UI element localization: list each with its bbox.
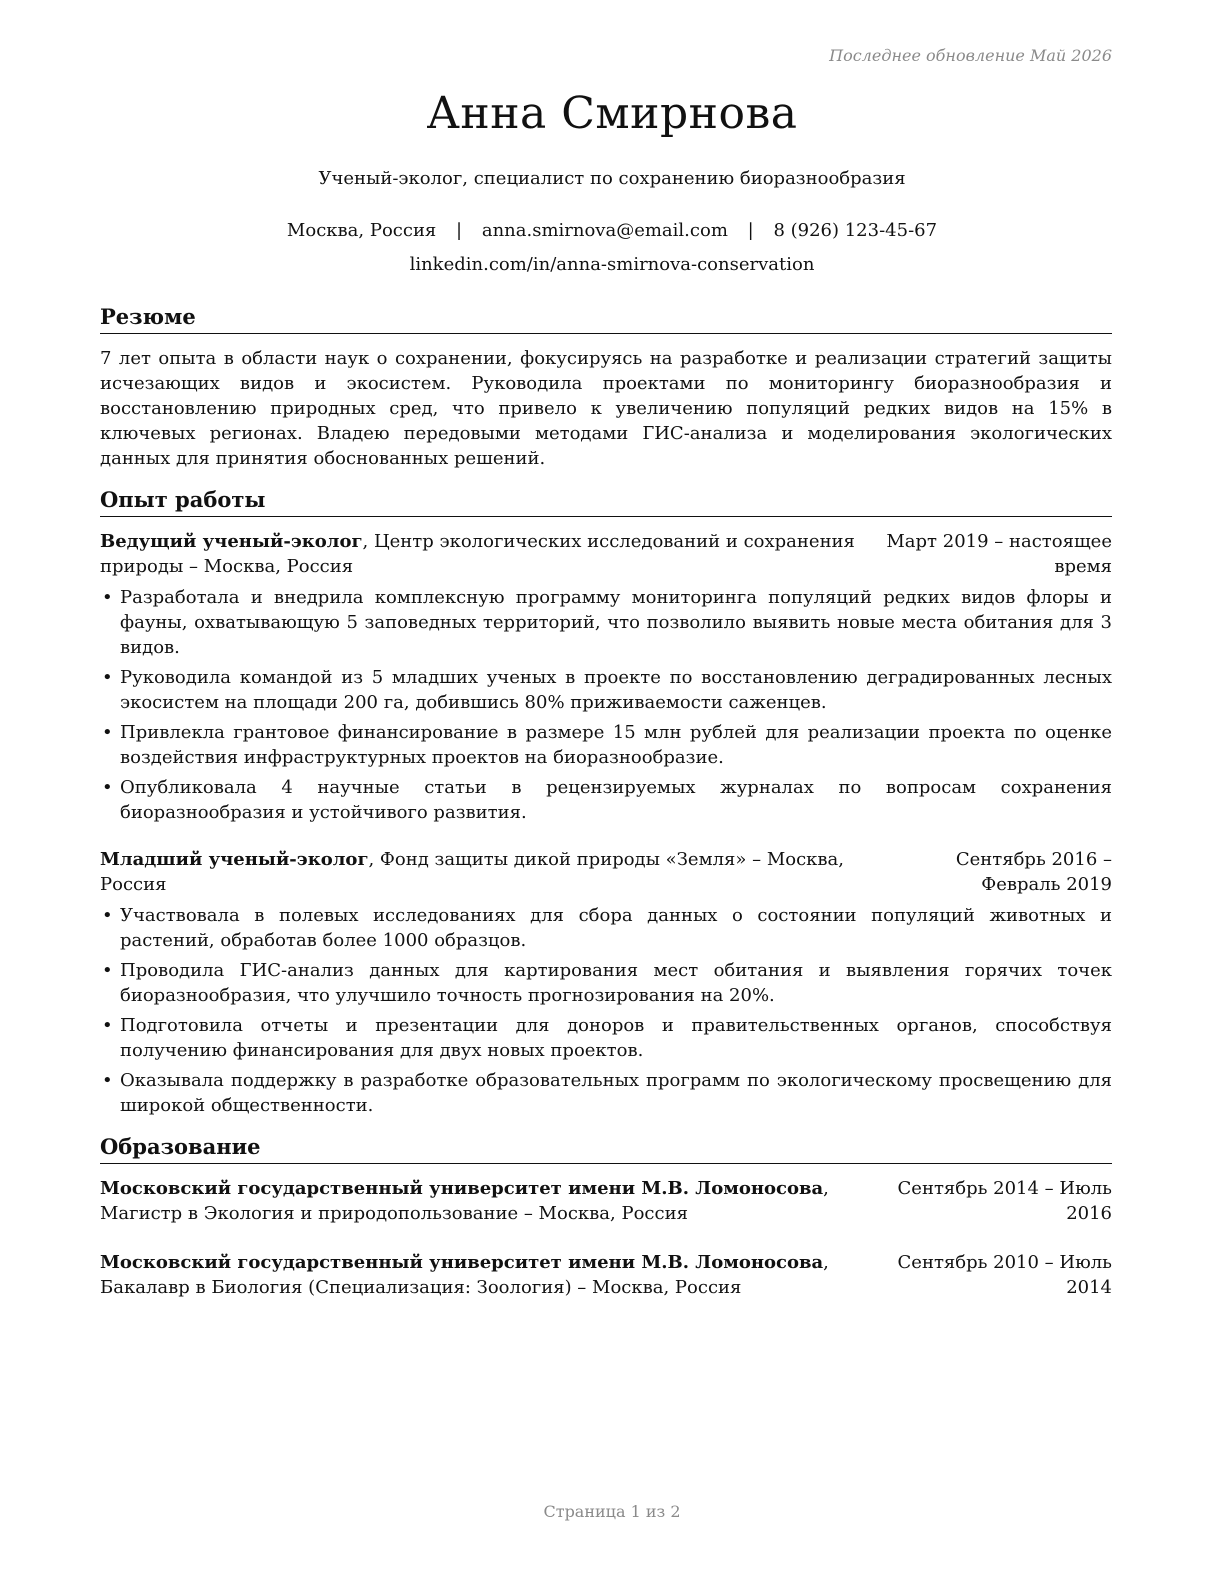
list-item: • Разработала и внедрила комплексную программу мониторинга популяций редких видов флоры и фауны, охватывающую 5 заповедных территорий, что позволило выявить новые места обитания для 3 видов. xyxy=(100,585,1112,660)
separator: | xyxy=(747,220,754,241)
list-item: • Проводила ГИС-анализ данных для картирования мест обитания и выявления горячих точек биоразнообразия, что улучшило точность прогнозирования на 20%. xyxy=(100,958,1112,1008)
school-name: Московский государственный университет имени М.В. Ломоносова xyxy=(100,1178,824,1199)
contact-line xyxy=(0,220,1224,241)
job-bullets xyxy=(100,903,1112,1118)
education-header xyxy=(100,1250,1112,1300)
job-dates: Март 2019 – настоящее время xyxy=(886,531,1112,577)
education-entry xyxy=(100,1176,1112,1226)
education-dates: Сентябрь 2010 – Июль 2014 xyxy=(897,1252,1112,1298)
list-item: • Подготовила отчеты и презентации для доноров и правительственных органов, способствуя получению финансирования для двух новых проектов. xyxy=(100,1013,1112,1063)
job-role: Младший ученый-эколог xyxy=(100,849,369,870)
education-header xyxy=(100,1176,1112,1226)
resume-body xyxy=(100,302,1112,1324)
person-name: Анна Смирнова xyxy=(426,88,798,139)
professional-title: Ученый-эколог, специалист по сохранению биоразнообразия xyxy=(318,168,906,189)
job-dates: Сентябрь 2016 – Февраль 2019 xyxy=(955,849,1112,895)
degree: , Бакалавр в Биология (Специализация: Зоология) – Москва, Россия xyxy=(100,1252,829,1298)
section-title-summary: Резюме xyxy=(100,302,1112,334)
location: Москва, Россия xyxy=(286,220,437,241)
list-item: • Привлекла грантовое финансирование в размере 15 млн рублей для реализации проекта по оценке воздействия инфраструктурных проектов на биоразнообразие. xyxy=(100,720,1112,770)
education-dates: Сентябрь 2014 – Июль 2016 xyxy=(897,1178,1112,1224)
summary-text: 7 лет опыта в области наук о сохранении, фокусируясь на разработке и реализации стратегий защиты исчезающих видов и экосистем. Руководила проектами по мониторингу биоразнообразия и восстановлению природных сред, что привело к увеличению популяций редких видов на 15% в ключевых регионах. Владею передовыми методами ГИС-анализа и моделирования экологических данных для принятия обоснованных решений. xyxy=(100,348,1112,469)
job-header xyxy=(100,847,1112,897)
page-number: Страница 1 из 2 xyxy=(543,1502,681,1521)
job-organization: , Фонд защиты дикой природы «Земля» – Москва, Россия xyxy=(100,849,844,895)
job-role: Ведущий ученый-эколог xyxy=(100,531,363,552)
linkedin-link[interactable]: linkedin.com/in/anna-smirnova-conservation xyxy=(409,254,815,275)
education-entry xyxy=(100,1250,1112,1300)
job-entry xyxy=(100,847,1112,1118)
separator: | xyxy=(456,220,463,241)
phone: 8 (926) 123-45-67 xyxy=(773,220,938,241)
job-entry xyxy=(100,529,1112,825)
job-header xyxy=(100,529,1112,579)
list-item: • Опубликовала 4 научные статьи в рецензируемых журналах по вопросам сохранения биоразнообразия и устойчивого развития. xyxy=(100,775,1112,825)
degree: , Магистр в Экология и природопользование – Москва, Россия xyxy=(100,1178,829,1224)
job-organization: , Центр экологических исследований и сохранения природы – Москва, Россия xyxy=(100,531,855,577)
list-item: • Оказывала поддержку в разработке образовательных программ по экологическому просвещению для широкой общественности. xyxy=(100,1068,1112,1118)
email-link[interactable]: anna.smirnova@email.com xyxy=(481,220,728,241)
job-bullets xyxy=(100,585,1112,825)
section-title-education: Образование xyxy=(100,1132,1112,1164)
section-title-experience: Опыт работы xyxy=(100,485,1112,517)
last-updated: Последнее обновление Май 2026 xyxy=(829,46,1112,65)
list-item: • Участвовала в полевых исследованиях для сбора данных о состоянии популяций животных и растений, обработав более 1000 образцов. xyxy=(100,903,1112,953)
school-name: Московский государственный университет имени М.В. Ломоносова xyxy=(100,1252,824,1273)
list-item: • Руководила командой из 5 младших ученых в проекте по восстановлению деградированных лесных экосистем на площади 200 га, добившись 80% приживаемости саженцев. xyxy=(100,665,1112,715)
